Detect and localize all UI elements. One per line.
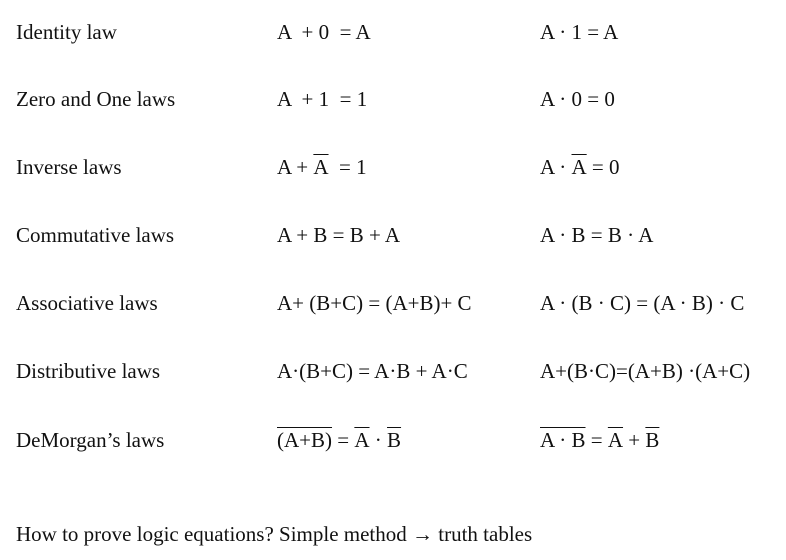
expression-term: A +	[277, 155, 314, 179]
expression-term: +	[623, 428, 646, 452]
overlined-term: $\overline{A}$	[313, 155, 329, 179]
expression-term: =	[332, 428, 355, 452]
overlined-term: $\overline{A}$	[354, 428, 370, 452]
overlined-term: $\overline{B}$	[645, 428, 660, 452]
law-or-form	[277, 283, 472, 323]
footer-note: How to prove logic equations? Simple method → truth tables	[16, 522, 533, 546]
overlined-term: A · B	[540, 428, 586, 452]
law-name: Inverse laws	[16, 155, 122, 179]
expression-term: A · (B · C) = (A · B) · C	[540, 291, 745, 315]
law-row	[0, 79, 786, 119]
law-row	[0, 215, 786, 255]
law-and-form	[540, 215, 653, 255]
expression-term: = 0	[586, 155, 620, 179]
expression-term: A + 0 = A	[277, 20, 371, 44]
overlined-term: $\overline{A}$	[607, 428, 624, 452]
expression-term: A · B = B · A	[540, 223, 654, 247]
expression-term: A + B = B + A	[277, 223, 401, 247]
overlined-term: $\overline{B}$	[387, 428, 402, 452]
law-row	[0, 420, 786, 460]
expression-term: A + 1 = 1	[277, 87, 368, 111]
expression-term: = 1	[328, 155, 367, 179]
law-or-form	[277, 79, 367, 119]
law-name: Distributive laws	[16, 359, 161, 383]
law-row	[0, 283, 786, 323]
expression-term: ·	[369, 428, 388, 452]
law-or-form	[277, 147, 367, 187]
expression-term: =	[585, 428, 608, 452]
law-or-form	[277, 12, 371, 52]
law-or-form	[277, 351, 468, 391]
law-name: DeMorgan’s laws	[16, 428, 165, 452]
law-and-form	[540, 12, 618, 52]
law-row	[0, 12, 786, 52]
law-row	[0, 147, 786, 187]
law-name: Associative laws	[16, 291, 158, 315]
overlined-term: (A+B)	[277, 428, 333, 452]
overlined-term: $\overline{A}$	[571, 155, 587, 179]
law-and-form	[540, 283, 744, 323]
expression-term: A · 1 = A	[540, 20, 619, 44]
law-row	[0, 351, 786, 391]
law-name: Commutative laws	[16, 223, 175, 247]
law-name: Zero and One laws	[16, 87, 176, 111]
expression-term: A+(B·C)=(A+B) ·(A+C)	[540, 359, 751, 383]
law-and-form	[540, 420, 659, 460]
law-and-form	[540, 79, 615, 119]
law-and-form	[540, 351, 750, 391]
law-name: Identity law	[16, 20, 117, 44]
law-and-form	[540, 147, 620, 187]
expression-term: A·(B+C) = A·B + A·C	[277, 359, 468, 383]
expression-term: A ·	[540, 155, 572, 179]
law-or-form	[277, 215, 400, 255]
law-or-form	[277, 420, 401, 460]
expression-term: A+ (B+C) = (A+B)+ C	[277, 291, 472, 315]
expression-term: A · 0 = 0	[540, 87, 615, 111]
